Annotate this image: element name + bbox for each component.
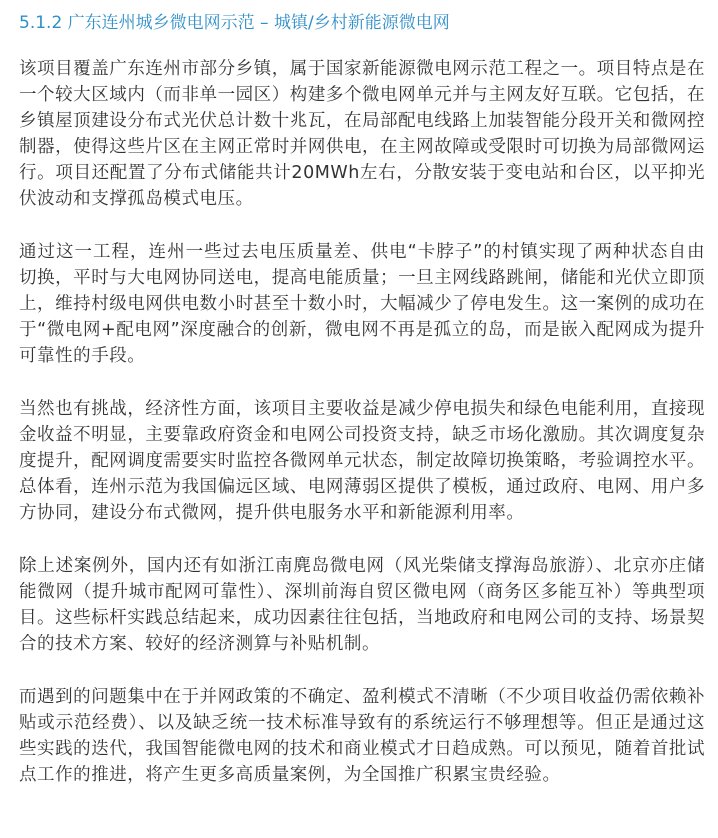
paragraph-other-cases: 除上述案例外，国内还有如浙江南麂岛微电网（风光柴储支撑海岛旅游）、北京亦庄储能微网（提升城市配网可靠性）、深圳前海自贸区微电网（商务区多能互补）等典型项目。这些标杆实践总结起来，成功因素往往包括，当地政府和电网公司的支持、场景契合的技术方案、较好的经济测算与补贴机制。 [19,556,705,654]
paragraph-challenges: 当然也有挑战，经济性方面，该项目主要收益是减少停电损失和绿色电能利用，直接现金收益不明显，主要靠政府资金和电网公司投资支持，缺乏市场化激励。其次调度复杂度提升，配网调度需要实时监控各微网单元状态，制定故障切换策略，考验调控水平。总体看，连州示范为我国偏远区域、电网薄弱区提供了模板，通过政府、电网、用户多方协同，建设分布式微网，提升供电服务水平和新能源利用率。 [19,399,705,523]
paragraph-project-overview: 该项目覆盖广东连州市部分乡镇，属于国家新能源微电网示范工程之一。项目特点是在一个较大区域内（而非单一园区）构建多个微电网单元并与主网友好互联。它包括，在乡镇屋顶建设分布式光伏总计数十兆瓦，在局部配电线路上加装智能分段开关和微网控制器，使得这些片区在主网正常时并网供电，在主网故障或受限时可切换为局部微网运行。项目还配置了分布式储能共计20MWh左右，分散安装于变电站和台区，以平抑光伏波动和支撑孤岛模式电压。 [19,59,705,209]
section-heading: 5.1.2 广东连州城乡微电网示范 – 城镇/乡村新能源微电网 [19,13,450,33]
paragraph-issues-outlook: 而遇到的问题集中在于并网政策的不确定、盈利模式不清晰（不少项目收益仍需依赖补贴或示范经费）、以及缺乏统一技术标准导致有的系统运行不够理想等。但正是通过这些实践的迭代，我国智能微电网的技术和商业模式才日趋成熟。可以预见，随着首批试点工作的推进，将产生更多高质量案例，为全国推广积累宝贵经验。 [19,687,705,785]
paragraph-outcomes: 通过这一工程，连州一些过去电压质量差、供电“卡脖子”的村镇实现了两种状态自由切换，平时与大电网协同送电，提高电能质量；一旦主网线路跳闸，储能和光伏立即顶上，维持村级电网供电数小时甚至十数小时，大幅减少了停电发生。这一案例的成功在于“微电网+配电网”深度融合的创新，微电网不再是孤立的岛，而是嵌入配网成为提升可靠性的手段。 [19,242,705,366]
body-text [19,56,705,788]
